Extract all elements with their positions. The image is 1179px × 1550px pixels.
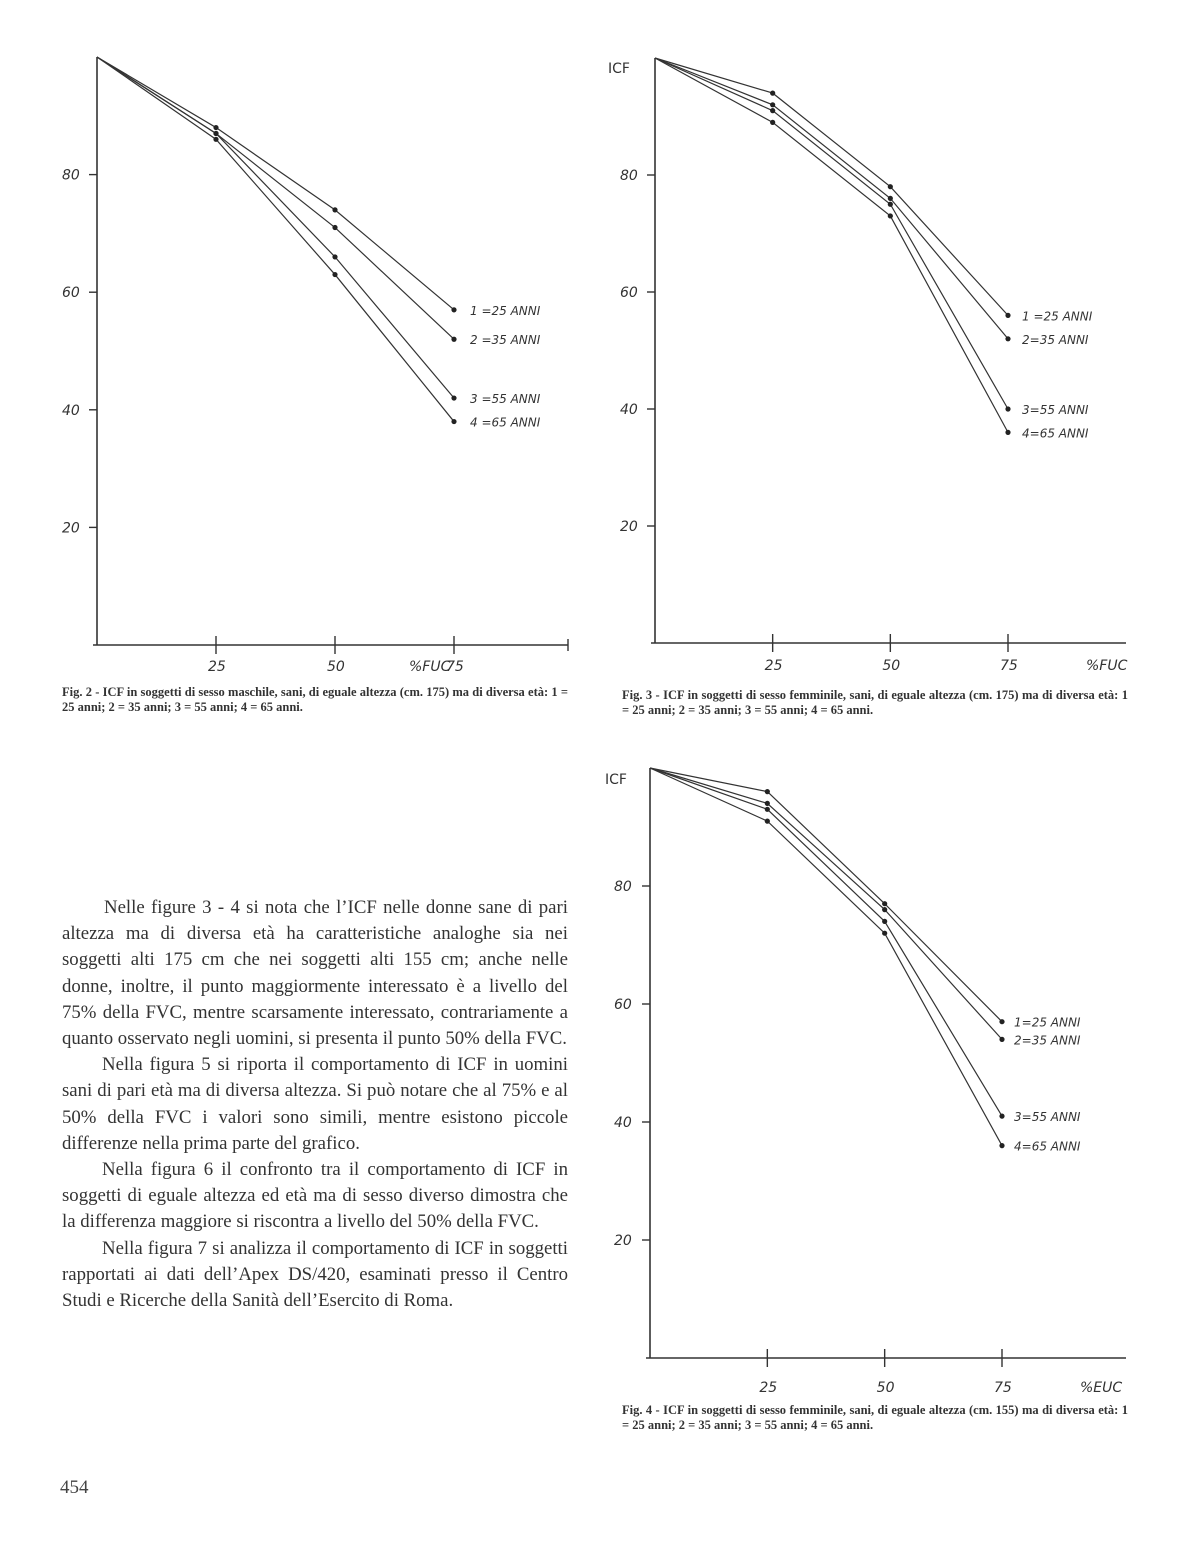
y-tick-label: 40 [62, 402, 80, 419]
data-point [882, 901, 887, 906]
figure-3-caption: Fig. 3 - ICF in soggetti di sesso femminile, sani, di eguale altezza (cm. 175) ma di diversa età: 1 = 25 anni; 2 = 35 anni; 3 = 55 anni; 4 = 65 anni. [622, 688, 1128, 717]
figure-2-caption: Fig. 2 - ICF in soggetti di sesso maschile, sani, di eguale altezza (cm. 175) ma di diversa età: 1 = 25 anni; 2 = 35 anni; 3 = 55 anni; 4 = 65 anni. [62, 685, 568, 714]
y-tick-label: 80 [620, 168, 638, 184]
series-line-2 [650, 768, 1002, 1039]
y-tick-label: 60 [614, 997, 632, 1013]
y-tick-label: 80 [62, 167, 80, 184]
data-point [882, 907, 887, 912]
x-tick-label: 75 [446, 659, 464, 675]
data-point [999, 1037, 1004, 1042]
x-tick-label: 25 [764, 658, 783, 674]
paragraph-1: Nelle figure 3 - 4 si nota che l’ICF nelle donne sane di pari altezza ma di diversa età ha caratteristiche analoghe sia nei soggetti alti 175 cm che nei soggetti alti 155 cm; anche nelle donne, inoltre, il punto maggiormente interessato è a livello del 75% della FVC, mentre scarsamente interessato, contrariamente a quanto osservato negli uomini, si presenta il punto 50% della FVC. [62, 897, 568, 1050]
x-tick-label: 50 [876, 1380, 895, 1396]
y-tick-label: 60 [620, 285, 638, 301]
y-tick-label: 40 [620, 402, 638, 418]
x-tick-label: 25 [759, 1380, 778, 1396]
data-point [999, 1114, 1004, 1119]
data-point [882, 931, 887, 936]
legend-entry-4: 4=65 ANNI [1022, 426, 1089, 441]
x-tick-label: 25 [208, 659, 226, 675]
data-point [765, 819, 770, 824]
data-point [765, 807, 770, 812]
series-line-3 [650, 768, 1002, 1116]
legend-entry-1: 1 =25 ANNI [1022, 309, 1093, 324]
y-tick-label: 20 [62, 520, 80, 537]
page-number: 454 [60, 1477, 89, 1498]
legend-entry-4: 4=65 ANNI [1014, 1139, 1081, 1154]
x-tick-label: 75 [1000, 658, 1018, 674]
y-tick-label: 40 [614, 1115, 632, 1131]
legend-entry-2: 2=35 ANNI [1022, 332, 1089, 347]
data-point [765, 801, 770, 806]
body-text [62, 895, 568, 1314]
data-point [765, 789, 770, 794]
x-tick-label: 50 [327, 659, 345, 675]
x-tick-label: 50 [882, 658, 901, 674]
x-axis-label: %FUC [409, 659, 451, 675]
figure-4-caption: Fig. 4 - ICF in soggetti di sesso femminile, sani, di eguale altezza (cm. 155) ma di diversa età: 1 = 25 anni; 2 = 35 anni; 3 = 55 anni; 4 = 65 anni. [622, 1403, 1128, 1432]
paragraph-4: Nella figura 7 si analizza il comportamento di ICF in soggetti rapportati ai dati dell’Apex DS/420, esaminati presso il Centro Studi e Ricerche della Sanità dell’Esercito di Roma. [62, 1237, 568, 1312]
series-line-4 [650, 768, 1002, 1146]
y-tick-label: 60 [62, 285, 80, 302]
x-tick-label: 75 [994, 1380, 1012, 1396]
data-point [882, 919, 887, 924]
legend-entry-2: 2 =35 ANNI [470, 333, 541, 348]
y-tick-label: 20 [614, 1233, 632, 1249]
legend-entry-2: 2=35 ANNI [1014, 1033, 1081, 1048]
data-point [999, 1143, 1004, 1148]
x-axis-label: %FUC [1086, 658, 1128, 674]
paragraph-3: Nella figura 6 il confronto tra il comportamento di ICF in soggetti di eguale altezza ed età ma di sesso diverso dimostra che la differenza maggiore si riscontra a livello del 50% della FVC. [62, 1159, 568, 1233]
legend-entry-3: 3=55 ANNI [1014, 1110, 1081, 1125]
y-tick-label: 80 [614, 879, 632, 895]
legend-entry-4: 4 =65 ANNI [470, 415, 541, 430]
legend-entry-3: 3=55 ANNI [1022, 403, 1089, 417]
paragraph-2: Nella figura 5 si riporta il comportamento di ICF in uomini sani di pari età ma di diversa altezza. Si può notare che al 75% e al 50% della FVC i valori sono simili, mentre esistono piccole differenze nella prima parte del grafico. [62, 1054, 568, 1154]
y-axis-label: ICF [608, 61, 630, 77]
y-tick-label: 20 [620, 519, 638, 535]
y-axis-label: ICF [605, 772, 627, 788]
legend-entry-3: 3 =55 ANNI [470, 392, 541, 407]
x-axis-label: %EUC [1080, 1380, 1123, 1396]
series-line-1 [650, 768, 1002, 1022]
legend-entry-1: 1 =25 ANNI [470, 303, 541, 318]
legend-entry-1: 1=25 ANNI [1014, 1015, 1081, 1030]
data-point [999, 1019, 1004, 1024]
